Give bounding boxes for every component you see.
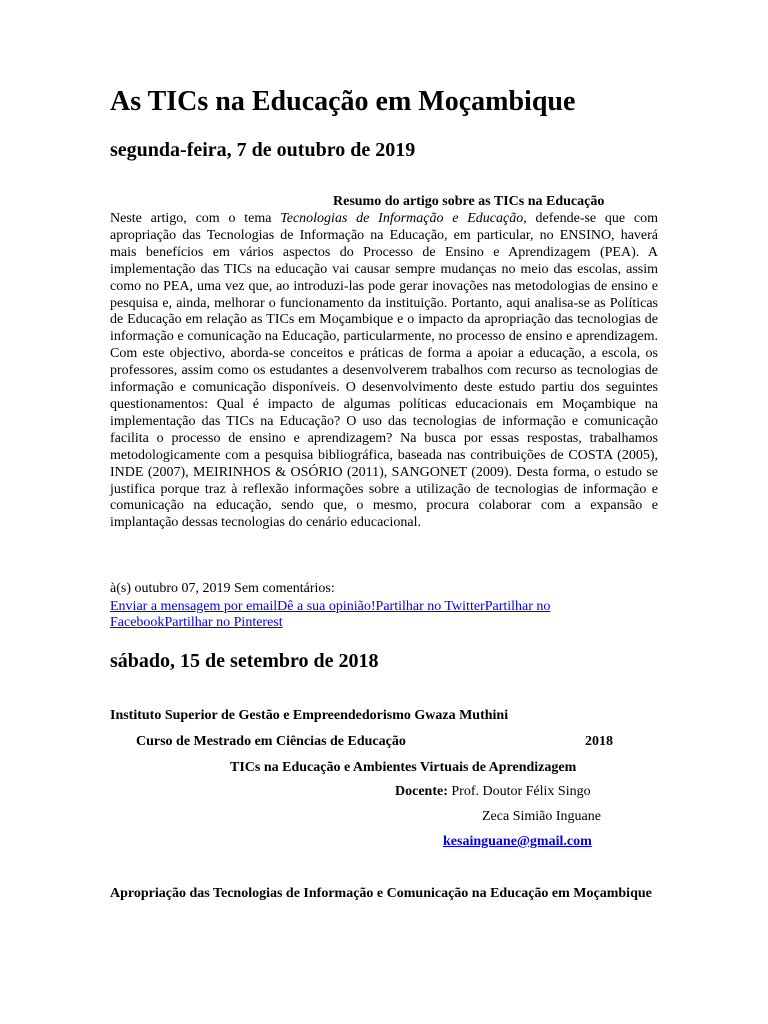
course-name: Curso de Mestrado em Ciências de Educação	[136, 734, 406, 749]
institution-name: Instituto Superior de Gestão e Empreendedorismo Gwaza Muthini	[110, 708, 509, 723]
share-twitter-link[interactable]: Partilhar no Twitter	[375, 599, 485, 614]
post-date: sábado, 15 de setembro de 2018	[110, 650, 379, 672]
share-pinterest-link[interactable]: Partilhar no Pinterest	[164, 615, 283, 630]
blog-title: As TICs na Educação em Moçambique	[110, 86, 576, 117]
author-email-line	[443, 834, 592, 850]
post-heading: Resumo do artigo sobre as TICs na Educação	[333, 194, 605, 209]
post-body	[110, 211, 658, 532]
share-facebook-link[interactable]: Partilhar no Facebook	[110, 599, 551, 630]
share-email-link[interactable]: Enviar a mensagem por email	[110, 599, 278, 614]
post-date: segunda-feira, 7 de outubro de 2019	[110, 139, 416, 161]
share-opinion-link[interactable]: Dê a sua opinião!	[277, 599, 376, 614]
article-title: Apropriação das Tecnologias de Informação e Comunicação na Educação em Moçambique	[110, 886, 652, 901]
share-links	[110, 599, 630, 631]
docente-line	[395, 784, 591, 800]
docente-label: Docente:	[395, 784, 448, 799]
author-email-link[interactable]: kesainguane@gmail.com	[443, 834, 592, 849]
post-meta: à(s) outubro 07, 2019 Sem comentários:	[110, 581, 335, 596]
docente-name: Prof. Doutor Félix Singo	[447, 784, 591, 799]
body-rest: , defende-se que com apropriação das Tecnologias de Informação na Educação, em particular, no ENSINO, haverá mais benefícios em vários aspectos do Processo de Ensino e Aprendizagem (PEA). A implementação das TICs na educação vai causar sempre mudanças no meio das escolas, assim como no PEA, uma vez que, ao introduzi-las pode gerar inovações nas metodologias de ensino e pesquisa e, ainda, melhorar o funcionamento da instituição. Portanto, aqui analisa-se as Políticas de Educação em relação as TICs em Moçambique e o impacto da apropriação das tecnologias de informação e comunicação na Educação, particularmente, no processo de ensino e aprendizagem. Com este objectivo, aborda-se conceitos e práticas de forma a apoiar a educação, a escola, os professores, assim como os estudantes a desenvolverem trabalhos com recurso as tecnologias de informação e comunicação disponíveis. O desenvolvimento deste estudo partiu dos seguintes questionamentos: Qual é impacto de algumas políticas educacionais em Moçambique na implementação das TICs na Educação? O uso das tecnologias de informação e comunicação facilita o processo de ensino e aprendizagem? Na busca por essas respostas, trabalhamos metodologicamente com a pesquisa bibliográfica, baseada nas contribuições de COSTA (2005), INDE (2007), MEIRINHOS & OSÓRIO (2011), SANGONET (2009). Desta forma, o estudo se justifica porque traz à reflexão informações sobre a utilização de tecnologias de informação e comunicação na educação, sendo que, o mesmo, procura colaborar com a expansão e implantação dessas tecnologias do cenário educacional.	[110, 211, 659, 531]
author-name: Zeca Simião Inguane	[482, 809, 601, 824]
body-intro: Neste artigo, com o tema	[110, 211, 281, 226]
course-year: 2018	[585, 734, 613, 749]
subject-name: TICs na Educação e Ambientes Virtuais de Aprendizagem	[230, 760, 577, 775]
body-italic-theme: Tecnologias de Informação e Educação	[280, 211, 524, 226]
